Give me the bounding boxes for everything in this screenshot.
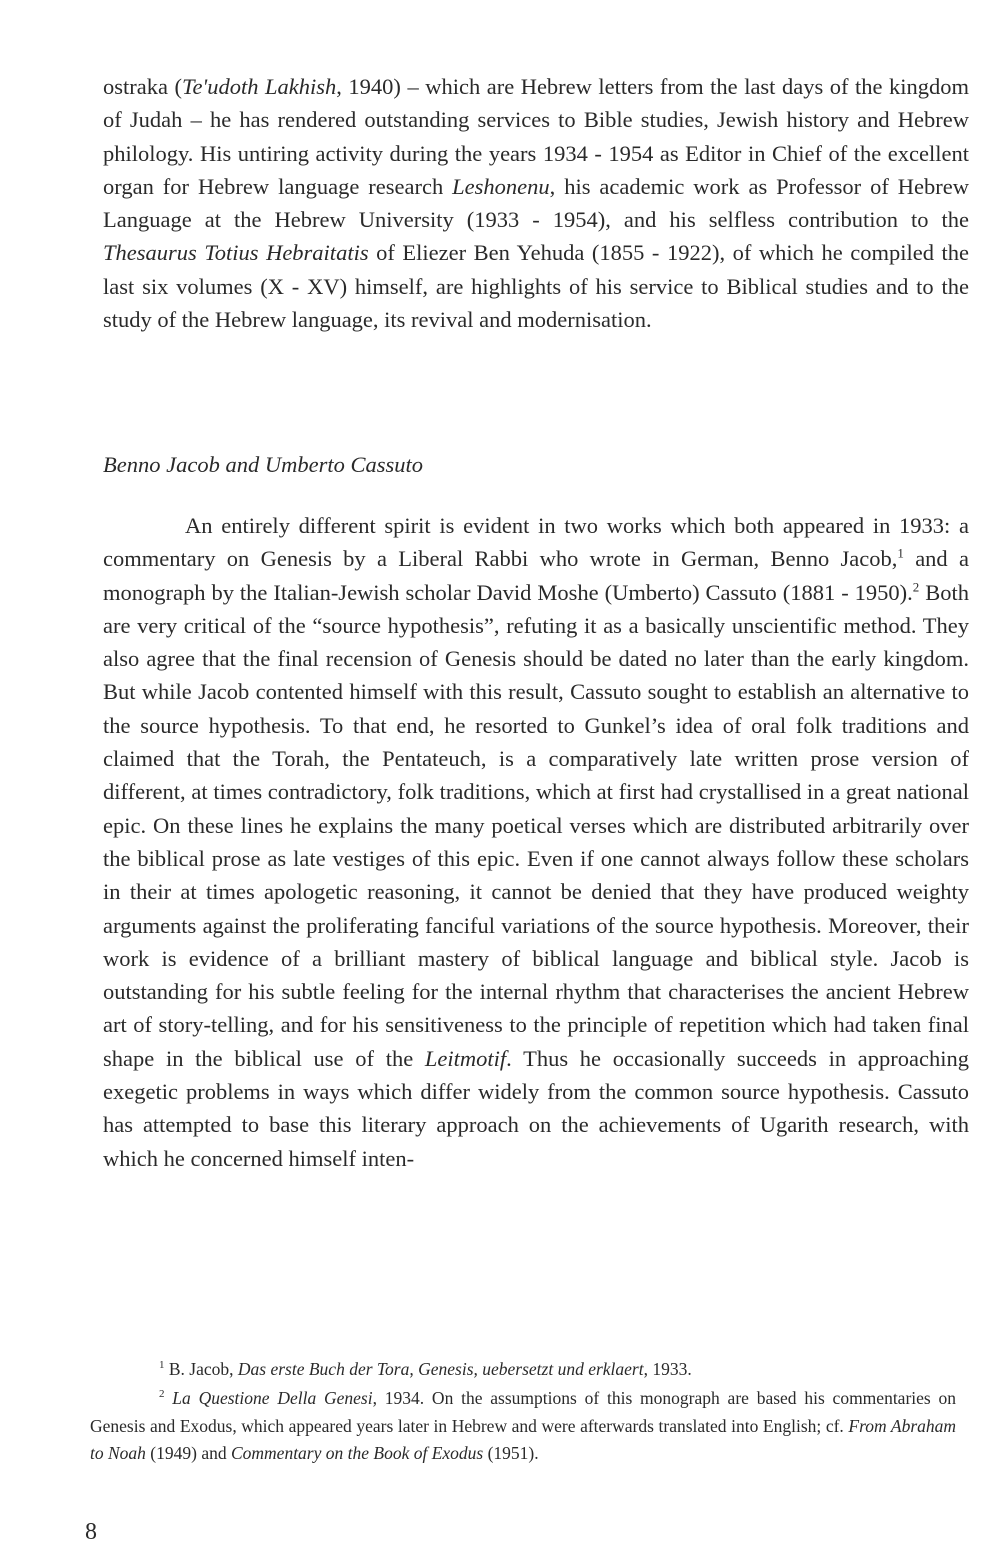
footnote-1: [90, 1356, 956, 1384]
text-run: (1949) and: [145, 1443, 231, 1463]
italic-book-title: La Questione Della Genesi: [172, 1388, 373, 1408]
text-run: ostraka (: [103, 74, 182, 99]
page-number: 8: [85, 1519, 97, 1545]
text-run: (1951).: [483, 1443, 539, 1463]
italic-title-teudoth-lakhish: Te'udoth Lakhish: [182, 74, 337, 99]
text-run: and a monograph by the Italian-Jewish scholar David Moshe (Umberto) Cassuto (1881 - 1950).: [103, 546, 969, 605]
italic-title-leshonenu: Leshonenu: [452, 173, 550, 199]
footnote-marker: 2: [159, 1388, 165, 1401]
text-run: . Thus he occasionally succeeds in approaching exegetic problems in ways which differ widely from the common source hypothesis. Cassuto has attempted to base this literary approach on the achievements of Ugarith research, with which he concerned himself inten-: [103, 1045, 970, 1171]
italic-book-title: From Abraham to Noah: [90, 1415, 957, 1463]
text-run: B. Jacob,: [168, 1359, 238, 1379]
section-heading: Benno Jacob and Umberto Cassuto: [103, 452, 423, 477]
text-run: of Eliezer Ben Yehuda (1855 - 1922), of which he compiled the last six volumes (X - XV) himself, are highlights of his service to Biblical studies and to the study of the Hebrew language, its revival and modernisation.: [103, 240, 969, 333]
body-paragraph-1: [103, 70, 969, 336]
text-run: , 1940) – which are Hebrew letters from the last days of the kingdom of Judah – he has rendered outstanding services to Bible studies, Jewish history and Hebrew philology. His untiring activity during the years 1934 - 1954 as Editor in Chief of the excellent organ for Hebrew language research: [103, 74, 969, 199]
footnote-marker: 1: [159, 1359, 165, 1372]
text-run: , 1933.: [643, 1359, 692, 1379]
text-run: , his academic work as Professor of Hebrew Language at the Hebrew University (1933 - 1954), and his selfless contribution to the: [103, 173, 969, 233]
italic-term-leitmotif: Leitmotif: [424, 1045, 507, 1071]
footnote-reference-2: 2: [912, 579, 920, 595]
italic-book-title: Das erste Buch der Tora, Genesis, uebersetzt und erklaert: [237, 1359, 644, 1379]
text-run: , 1934. On the assumptions of this monograph are based his commentaries on Genesis and Exodus, which appeared years later in Hebrew and were afterwards translated into English; cf.: [90, 1388, 957, 1436]
italic-book-title: Commentary on the Book of Exodus: [230, 1443, 484, 1463]
body-paragraph-2: [103, 509, 969, 1175]
text-run: An entirely different spirit is evident in two works which both appeared in 1933: a commentary on Genesis by a Liberal Rabbi who wrote in German, Benno Jacob,: [103, 513, 969, 572]
footnote-2: [90, 1385, 956, 1468]
italic-title-thesaurus: Thesaurus Totius Hebraitatis: [103, 240, 369, 266]
footnote-reference-1: 1: [897, 545, 904, 561]
text-run: Both are very critical of the “source hypothesis”, refuting it as a basically unscientific method. They also agree that the final recension of Genesis should be dated no later than the early kingdom. But while Jacob contented himself with this result, Cassuto sought to establish an alternative to the source hypothesis. To that end, he resorted to Gunkel’s idea of oral folk traditions and claimed that the Torah, the Pentateuch, is a comparatively late written prose version of different, at times contradictory, folk traditions, which at first had crystallised in a great national epic. On these lines he explains the many poetical verses which are distributed arbitrarily over the biblical prose as late vestiges of this epic. Even if one cannot always follow these scholars in their at times apologetic reasoning, it cannot be denied that they have produced weighty arguments against the proliferating fanciful variations of the source hypothesis. Moreover, their work is evidence of a brilliant mastery of biblical language and biblical style. Jacob is outstanding for his subtle feeling for the internal rhythm that characterises the ancient Hebrew art of story-telling, and for his sensitiveness to the principle of repetition which had taken final shape in the biblical use of the: [103, 579, 969, 1071]
